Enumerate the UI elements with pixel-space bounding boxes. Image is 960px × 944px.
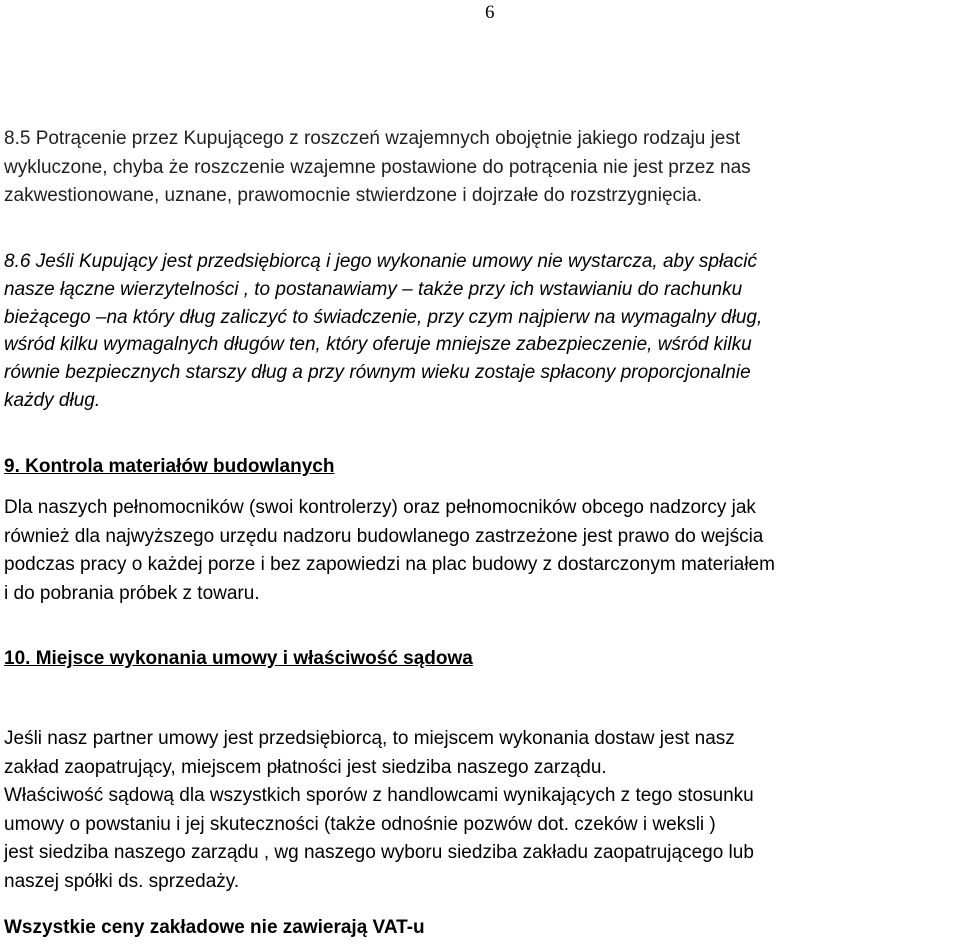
- section-10-body: [4, 725, 956, 897]
- text-line: i do pobrania próbek z towaru.: [4, 583, 260, 605]
- section-10-title: 10. Miejsce wykonania umowy i właściwość sądowa: [4, 648, 473, 669]
- text-line: Jeśli nasz partner umowy jest przedsiębiorcą, to miejscem wykonania dostaw jest nasz: [4, 728, 735, 749]
- text-line: 8.6 Jeśli Kupujący jest przedsiębiorcą i jego wykonanie umowy nie wystarcza, aby spłacić: [4, 251, 757, 272]
- text-line: naszej spółki ds. sprzedaży.: [4, 870, 240, 892]
- text-line: zakwestionowane, uznane, prawomocnie stwierdzone i dojrzałe do rozstrzygnięcia.: [4, 185, 703, 206]
- text-line: podczas pracy o każdej porze i bez zapowiedzi na plac budowy z dostarczonym materiałem: [4, 554, 775, 576]
- text-line: bieżącego –na który dług zaliczyć to świadczenie, przy czym najpierw na wymagalny dług,: [4, 306, 763, 328]
- text-line: Dla naszych pełnomocników (swoi kontrolerzy) oraz pełnomocników obcego nadzorcy jak: [4, 497, 756, 518]
- section-9-title: 9. Kontrola materiałów budowlanych: [4, 456, 335, 477]
- section-10-heading: [4, 645, 956, 672]
- text-line: umowy o powstaniu i jej skuteczności (także odnośnie pozwów dot. czeków i weksli ): [4, 813, 716, 835]
- section-9-heading: [4, 453, 956, 480]
- text-line: Właściwość sądową dla wszystkich sporów z handlowcami wynikających z tego stosunku: [4, 785, 754, 807]
- text-line: zakład zaopatrujący, miejscem płatności jest siedziba naszego zarządu.: [4, 756, 607, 778]
- text-line: wykluczone, chyba że roszczenie wzajemne postawione do potrącenia nie jest przez nas: [4, 156, 751, 178]
- text-line: każdy dług.: [4, 389, 101, 411]
- text-line: jest siedziba naszego zarządu , wg naszego wyboru siedziba zakładu zaopatrującego lub: [4, 842, 754, 864]
- section-8-6: [4, 248, 956, 415]
- section-8-5: [4, 125, 956, 211]
- text-line: nasze łączne wierzytelności , to postanawiamy – także przy ich wstawianiu do rachunku: [4, 278, 743, 300]
- text-line: wśród kilku wymagalnych długów ten, który oferuje mniejsze zabezpieczenie, wśród kilku: [4, 334, 752, 356]
- page-number: 6: [485, 2, 495, 23]
- final-note: [4, 914, 956, 941]
- text-line: 8.5 Potrącenie przez Kupującego z roszczeń wzajemnych obojętnie jakiego rodzaju jest: [4, 128, 741, 149]
- final-note-text: Wszystkie ceny zakładowe nie zawierają VAT-u: [4, 917, 425, 938]
- text-line: równie bezpiecznych starszy dług a przy równym wieku zostaje spłacony proporcjonalnie: [4, 362, 751, 384]
- section-9-body: [4, 494, 956, 609]
- text-line: również dla najwyższego urzędu nadzoru budowlanego zastrzeżone jest prawo do wejścia: [4, 525, 764, 547]
